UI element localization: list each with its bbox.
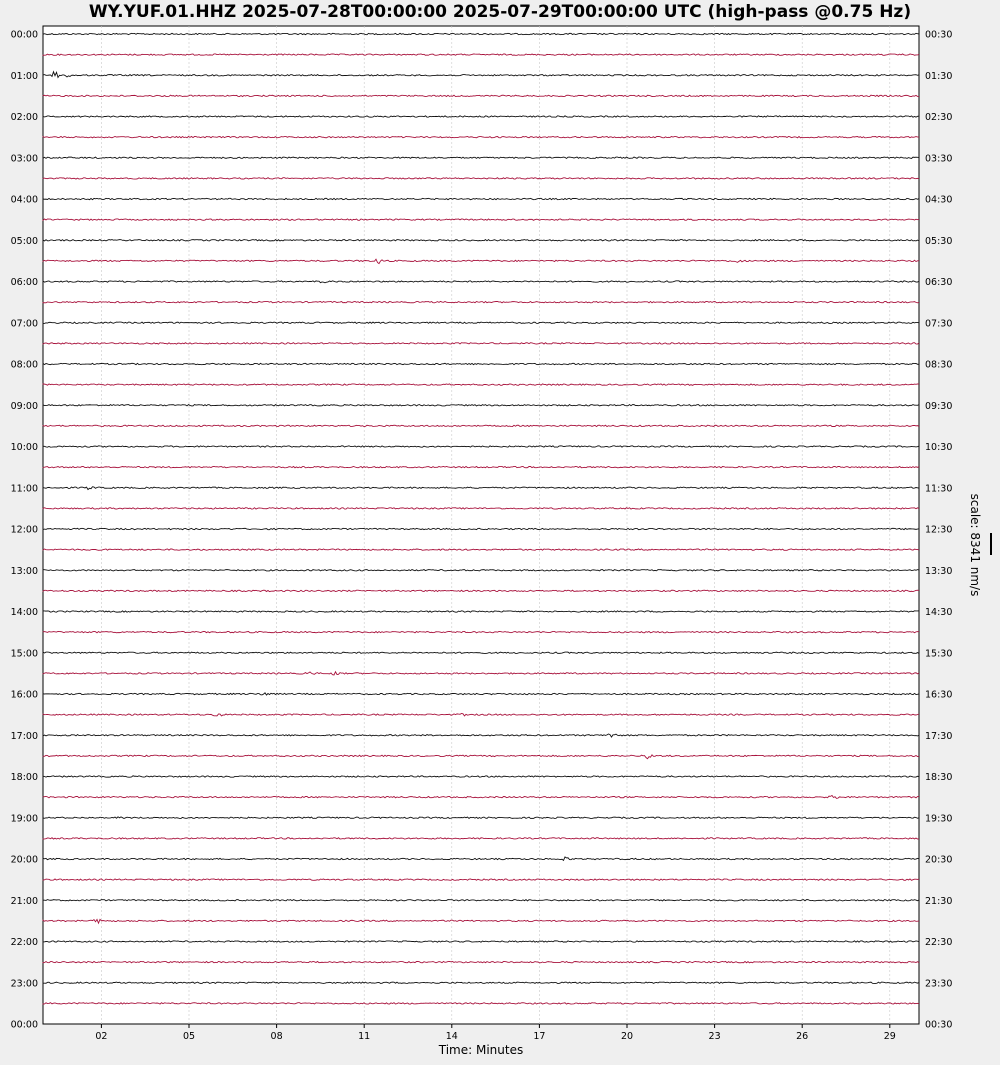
left-time-label: 16:00 [10, 689, 38, 701]
x-tick-label: 17 [533, 1031, 546, 1042]
left-time-label: 00:00 [10, 1019, 38, 1031]
left-time-label: 04:00 [10, 194, 38, 206]
left-time-label: 17:00 [10, 730, 38, 742]
left-time-label: 21:00 [10, 895, 38, 907]
right-time-label: 03:30 [925, 153, 953, 165]
left-time-label: 03:00 [10, 153, 38, 165]
x-tick-label: 08 [270, 1031, 283, 1042]
right-time-label: 20:30 [925, 854, 953, 866]
right-time-label: 14:30 [925, 607, 953, 618]
plot-area [43, 26, 919, 1024]
x-tick-label: 29 [883, 1031, 896, 1042]
right-time-label: 22:30 [925, 937, 953, 948]
left-time-label: 00:00 [10, 29, 38, 41]
x-tick-label: 05 [182, 1031, 196, 1042]
x-tick-label: 14 [445, 1031, 458, 1042]
right-time-label: 12:30 [925, 524, 953, 536]
right-time-label: 01:30 [925, 70, 953, 82]
left-time-label: 13:00 [10, 565, 38, 577]
left-time-label: 09:00 [10, 400, 38, 412]
right-time-label: 04:30 [925, 194, 953, 206]
chart-title: WY.YUF.01.HHZ 2025-07-28T00:00:00 2025-07-29T00:00:00 UTC (high-pass @0.75 Hz) [88, 2, 912, 22]
right-time-label: 00:30 [925, 29, 953, 41]
x-tick-label: 26 [796, 1031, 809, 1042]
right-time-label: 02:30 [925, 112, 953, 123]
x-tick-label: 23 [708, 1031, 721, 1042]
left-time-label: 22:00 [10, 937, 38, 948]
right-time-label: 11:30 [925, 483, 953, 495]
right-time-label: 23:30 [925, 978, 953, 990]
left-time-label: 11:00 [10, 483, 38, 495]
right-time-label: 05:30 [925, 235, 953, 247]
scale-label: scale: 8341 nm/s [968, 493, 982, 597]
right-time-label: 07:30 [925, 318, 953, 330]
right-time-label: 19:30 [925, 813, 953, 825]
left-time-label: 20:00 [10, 854, 38, 866]
left-time-label: 23:00 [10, 978, 38, 990]
left-time-label: 08:00 [10, 359, 38, 371]
left-time-label: 06:00 [10, 277, 38, 288]
x-tick-label: 11 [358, 1031, 371, 1042]
left-time-label: 01:00 [10, 70, 38, 82]
right-time-label: 06:30 [925, 277, 953, 288]
x-tick-label: 20 [620, 1031, 634, 1042]
left-time-label: 02:00 [10, 112, 38, 123]
right-time-label: 10:30 [925, 442, 953, 453]
right-time-label: 08:30 [925, 359, 953, 371]
x-axis-label: Time: Minutes [438, 1043, 524, 1057]
left-time-label: 15:00 [10, 648, 38, 660]
right-time-label: 16:30 [925, 689, 953, 701]
left-time-label: 05:00 [10, 235, 38, 247]
left-time-label: 14:00 [10, 607, 38, 618]
left-time-label: 19:00 [10, 813, 38, 825]
left-time-label: 12:00 [10, 524, 38, 536]
right-time-label: 18:30 [925, 772, 953, 783]
left-time-label: 10:00 [10, 442, 38, 453]
x-tick-label: 02 [95, 1031, 108, 1042]
right-time-label: 09:30 [925, 400, 953, 412]
right-time-label: 17:30 [925, 730, 953, 742]
left-time-label: 07:00 [10, 318, 38, 330]
right-time-label: 21:30 [925, 895, 953, 907]
left-time-label: 18:00 [10, 772, 38, 783]
right-time-label: 00:30 [925, 1019, 953, 1031]
right-time-label: 15:30 [925, 648, 953, 660]
right-time-label: 13:30 [925, 565, 953, 577]
